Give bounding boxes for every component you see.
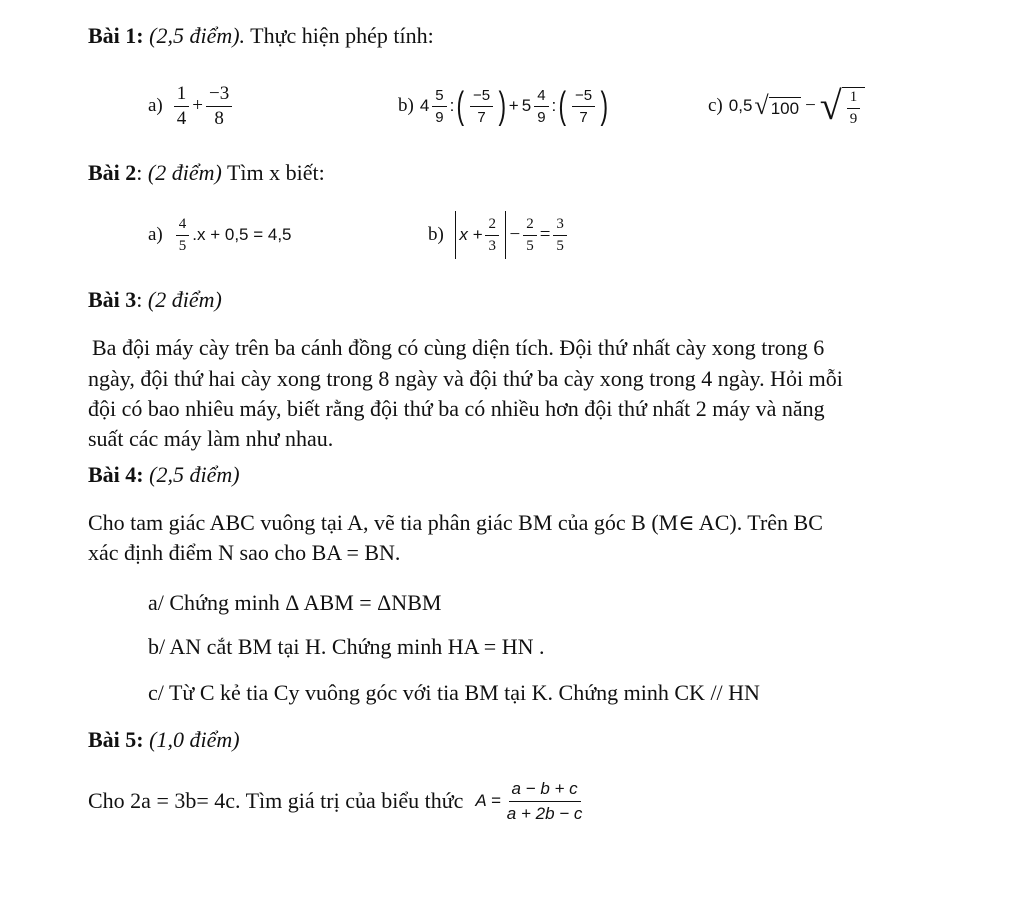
bai2-b-fraction-1 bbox=[485, 216, 499, 255]
minus-sign: − bbox=[509, 224, 521, 245]
bai1-heading: Bài 1: bbox=[88, 23, 144, 48]
bai1-b-fraction-3 bbox=[534, 87, 548, 126]
bai3-heading: Bài 3 bbox=[88, 287, 137, 312]
divide-sign: : bbox=[551, 96, 557, 115]
fraction-denominator: 4 bbox=[176, 107, 187, 129]
coefficient: 0,5 bbox=[728, 96, 753, 115]
colon: : bbox=[136, 287, 143, 312]
fraction-numerator: 4 bbox=[176, 216, 190, 236]
fraction-denominator: 9 bbox=[537, 108, 546, 126]
right-paren: ) bbox=[498, 84, 507, 127]
fraction-denominator: 7 bbox=[579, 108, 588, 126]
minus-sign: − bbox=[805, 95, 816, 116]
bai2-a-label: a) bbox=[148, 224, 163, 245]
bai1-a-fraction-1 bbox=[174, 84, 190, 129]
expression-lhs: A = bbox=[475, 791, 501, 810]
fraction-numerator: 5 bbox=[432, 87, 446, 107]
sqrt-fraction bbox=[820, 84, 865, 128]
fraction-denominator: 3 bbox=[488, 237, 496, 254]
equals-sign: = bbox=[539, 224, 551, 245]
whole-number: 5 bbox=[521, 96, 532, 115]
bai5-points: (1,0 điểm) bbox=[149, 727, 240, 752]
fraction-numerator: a − b + c bbox=[509, 779, 581, 802]
bai1-b-fraction-2 bbox=[470, 87, 493, 126]
whole-number: 4 bbox=[419, 96, 430, 115]
bai5-statement bbox=[88, 770, 588, 832]
radicand bbox=[842, 87, 866, 128]
variable-x: x + bbox=[459, 225, 483, 244]
abs-bar-left bbox=[455, 211, 457, 259]
bai2-points: (2 điểm) bbox=[147, 160, 222, 185]
fraction-numerator: 2 bbox=[523, 216, 537, 236]
fraction-numerator: −5 bbox=[470, 87, 493, 107]
bai3-points: (2 điểm) bbox=[147, 287, 222, 312]
abs-bar-right bbox=[505, 211, 507, 259]
bai1-c-label: c) bbox=[708, 95, 723, 116]
bai4-part-b: b/ AN cắt BM tại H. Chứng minh HA = HN . bbox=[148, 634, 545, 659]
divide-sign: : bbox=[449, 96, 455, 115]
plus-sign: + bbox=[508, 96, 519, 115]
fraction-denominator: 5 bbox=[556, 237, 564, 254]
bai2-a bbox=[148, 206, 292, 264]
bai2-instruction: Tìm x biết: bbox=[226, 160, 325, 185]
fraction-denominator: a + 2b − c bbox=[506, 803, 583, 823]
fraction-numerator: 2 bbox=[485, 216, 499, 236]
fraction-denominator: 9 bbox=[849, 111, 858, 127]
bai5-expression-fraction bbox=[504, 779, 586, 824]
bai2-header bbox=[88, 160, 325, 186]
bai4-heading: Bài 4: bbox=[88, 462, 144, 487]
bai2-b-fraction-3 bbox=[553, 216, 567, 255]
plus-sign: + bbox=[192, 95, 203, 116]
bai1-b-fraction-1 bbox=[432, 87, 446, 126]
fraction-numerator: 4 bbox=[534, 87, 548, 107]
bai1-a-fraction-2 bbox=[206, 84, 232, 129]
bai4-part-c: c/ Từ C kẻ tia Cy vuông góc với tia BM tại K. Chứng minh CK // HN bbox=[148, 680, 760, 705]
bai1-header bbox=[88, 23, 434, 49]
bai3-line-2: ngày, đội thứ hai cày xong trong 8 ngày và đội thứ ba cày xong trong 4 ngày. Hỏi mỗi bbox=[88, 366, 843, 391]
bai2-heading: Bài 2 bbox=[88, 160, 137, 185]
bai3-header bbox=[88, 287, 222, 313]
radical-icon: √ bbox=[754, 91, 769, 120]
bai2-b bbox=[428, 206, 570, 264]
bai1-instruction: Thực hiện phép tính: bbox=[250, 23, 434, 48]
left-paren: ( bbox=[456, 84, 465, 127]
sqrt-100 bbox=[754, 93, 801, 119]
bai1-b-label: b) bbox=[398, 95, 414, 116]
fraction-numerator: 1 bbox=[174, 84, 190, 107]
bai5-header bbox=[88, 727, 240, 753]
bai2-b-fraction-2 bbox=[523, 216, 537, 255]
fraction-denominator: 7 bbox=[477, 108, 486, 126]
bai3-line-1: Ba đội máy cày trên ba cánh đồng có cùng diện tích. Đội thứ nhất cày xong trong 6 bbox=[92, 335, 825, 360]
fraction-numerator: 1 bbox=[847, 89, 861, 109]
bai2-a-fraction bbox=[176, 216, 190, 255]
bai4-line-2: xác định điểm N sao cho BA = BN. bbox=[88, 540, 401, 565]
bai2-b-label: b) bbox=[428, 224, 444, 245]
radical-icon: √ bbox=[819, 83, 842, 128]
right-paren: ) bbox=[600, 84, 609, 127]
bai1-c bbox=[708, 76, 865, 136]
bai1-a bbox=[148, 76, 235, 136]
bai1-b-fraction-4 bbox=[572, 87, 595, 126]
equation-rest: .x + 0,5 = 4,5 bbox=[192, 225, 292, 244]
fraction-numerator: 3 bbox=[553, 216, 567, 236]
fraction-denominator: 5 bbox=[526, 237, 534, 254]
bai3-line-3: đội có bao nhiêu máy, biết rằng đội thứ ba có nhiều hơn đội thứ nhất 2 máy và năng bbox=[88, 396, 825, 421]
fraction-denominator: 9 bbox=[435, 108, 444, 126]
bai1-c-fraction bbox=[847, 89, 861, 128]
colon: : bbox=[136, 160, 143, 185]
left-paren: ( bbox=[558, 84, 567, 127]
bai4-line-1: Cho tam giác ABC vuông tại A, vẽ tia phân giác BM của góc B (M∈ AC). Trên BC bbox=[88, 510, 823, 535]
fraction-denominator: 8 bbox=[214, 107, 224, 129]
bai4-part-a: a/ Chứng minh Δ ABM = ΔNBM bbox=[148, 590, 442, 615]
bai3-line-4: suất các máy làm như nhau. bbox=[88, 426, 334, 451]
bai1-points: (2,5 điểm). bbox=[149, 23, 246, 48]
bai1-b bbox=[398, 76, 611, 136]
bai4-header bbox=[88, 462, 240, 488]
fraction-numerator: −5 bbox=[572, 87, 595, 107]
radicand: 100 bbox=[770, 99, 800, 118]
bai4-points: (2,5 điểm) bbox=[149, 462, 240, 487]
fraction-denominator: 5 bbox=[178, 237, 187, 254]
bai5-text: Cho 2a = 3b= 4c. Tìm giá trị của biểu thức bbox=[88, 788, 464, 813]
fraction-numerator: −3 bbox=[206, 84, 232, 107]
bai5-heading: Bài 5: bbox=[88, 727, 144, 752]
bai1-a-label: a) bbox=[148, 95, 163, 116]
